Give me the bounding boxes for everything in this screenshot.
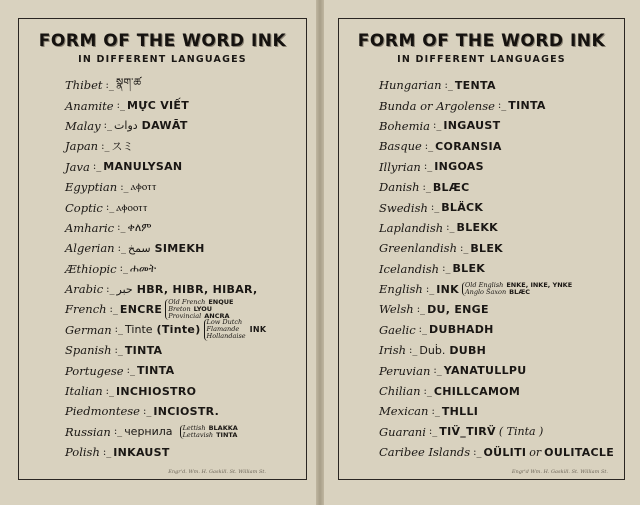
separator: :_ bbox=[428, 426, 438, 438]
list-item bbox=[65, 218, 300, 238]
ink-word: ENCRE bbox=[119, 302, 163, 316]
list-item bbox=[65, 95, 300, 115]
variant-language: Old English bbox=[464, 280, 504, 289]
list-item bbox=[65, 401, 300, 421]
variant-language: Low Dutch bbox=[206, 318, 243, 327]
list-item bbox=[379, 116, 618, 136]
separator: :_ bbox=[433, 120, 442, 132]
page-subtitle: IN DIFFERENT LANGUAGES bbox=[78, 54, 247, 65]
ink-word: INGAUST bbox=[443, 119, 501, 133]
language-name: Gaelic bbox=[379, 322, 416, 337]
language-name: Algerian bbox=[65, 241, 115, 256]
language-name: Basque bbox=[379, 139, 422, 154]
engraver-credit: Engr'd Wm. H. Gaskill. St. William St. bbox=[511, 469, 608, 475]
list-item bbox=[379, 238, 618, 258]
separator: :_ bbox=[113, 426, 123, 438]
separator: :_ bbox=[416, 303, 426, 315]
variant-line bbox=[465, 289, 572, 296]
ink-word: INCIOSTR. bbox=[153, 404, 220, 418]
variant-word: LYOU bbox=[193, 304, 213, 313]
ink-word: MỰC VIẾT bbox=[126, 99, 190, 113]
variant-word: ANCRA bbox=[204, 312, 230, 321]
separator: :_ bbox=[103, 120, 113, 132]
language-name: Russian bbox=[65, 424, 111, 439]
language-name: Japan bbox=[65, 139, 99, 154]
separator: :_ bbox=[116, 100, 125, 112]
separator: :_ bbox=[422, 181, 431, 193]
ink-word: CHILLCAMOM bbox=[433, 384, 521, 398]
ink-word: OÜLITI bbox=[483, 445, 527, 459]
native-script: スミ bbox=[111, 140, 134, 154]
variant-language: Lettavish bbox=[182, 430, 214, 439]
native-script: حبر bbox=[116, 282, 133, 296]
native-script: سمخ bbox=[127, 241, 151, 255]
ink-word: MANULYSAN bbox=[103, 160, 183, 174]
separator: :_ bbox=[424, 140, 434, 152]
ink-word: DUBHADH bbox=[429, 323, 494, 337]
page-title: FORM OF THE WORD INK bbox=[357, 31, 606, 51]
list-item bbox=[65, 381, 300, 401]
language-name: French bbox=[65, 302, 107, 317]
list-item bbox=[379, 218, 618, 238]
separator: :_ bbox=[473, 446, 482, 458]
separator: :_ bbox=[102, 446, 112, 458]
ink-word: CORANSIA bbox=[435, 139, 502, 153]
list-item bbox=[65, 422, 300, 442]
list-item bbox=[65, 360, 300, 380]
list-item bbox=[379, 75, 618, 95]
native-script: чернила bbox=[124, 425, 173, 439]
ink-word: BLEK bbox=[452, 262, 486, 276]
language-name: Bohemia bbox=[379, 118, 431, 133]
variant-language: Provincial bbox=[168, 312, 202, 321]
variant-language: Breton bbox=[168, 304, 191, 313]
list-item bbox=[379, 381, 618, 401]
separator: :_ bbox=[409, 344, 418, 356]
language-name: Hungarian bbox=[379, 78, 442, 93]
ink-word-alt: OULITACLE bbox=[544, 445, 615, 459]
separator: :_ bbox=[433, 365, 442, 377]
list-item bbox=[65, 279, 300, 299]
language-name: German bbox=[65, 322, 112, 337]
separator: :_ bbox=[126, 365, 135, 377]
variant-language: Hollandaise bbox=[206, 332, 246, 341]
ink-word: BLEKK bbox=[456, 221, 498, 235]
gloss: ( Tinta ) bbox=[498, 425, 544, 439]
ink-word: SIMEKH bbox=[154, 241, 205, 255]
left-panel bbox=[18, 18, 307, 480]
language-name: Guarani bbox=[379, 424, 426, 439]
separator: :_ bbox=[497, 100, 507, 112]
page-title: FORM OF THE WORD INK bbox=[38, 31, 287, 51]
list-item bbox=[379, 177, 618, 197]
separator: :_ bbox=[92, 161, 102, 173]
separator: :_ bbox=[418, 324, 428, 336]
native-script: Duḃ. bbox=[419, 343, 446, 357]
language-name: Piedmontese bbox=[65, 404, 140, 419]
list-item bbox=[379, 340, 618, 360]
list-item bbox=[65, 157, 300, 177]
language-name: Polish bbox=[65, 445, 100, 460]
language-name: Illyrian bbox=[379, 159, 421, 174]
list-item bbox=[379, 197, 618, 217]
language-name: Peruvian bbox=[379, 363, 431, 378]
list-item bbox=[65, 442, 300, 462]
language-name: Chilian bbox=[379, 384, 421, 399]
variant-word: TINTA bbox=[216, 430, 238, 439]
separator: :_ bbox=[117, 222, 126, 234]
ink-word: TINTA bbox=[508, 99, 546, 113]
list-item bbox=[379, 320, 618, 340]
variant-word: ENKE, INKE, YNKE bbox=[506, 280, 573, 289]
language-name: Portugese bbox=[65, 363, 124, 378]
variant-language: Flamande bbox=[206, 325, 240, 334]
list-item bbox=[379, 422, 618, 442]
list-item bbox=[65, 197, 300, 217]
list-item bbox=[65, 75, 300, 95]
language-name: English bbox=[379, 282, 423, 297]
separator: :_ bbox=[142, 405, 152, 417]
ink-word: DUBH bbox=[449, 343, 487, 357]
separator: :_ bbox=[444, 79, 453, 91]
native-script: ቀለም bbox=[127, 220, 152, 234]
ink-word: BLÄCK bbox=[441, 201, 484, 215]
language-name: Malay bbox=[65, 118, 101, 133]
separator: :_ bbox=[431, 405, 440, 417]
ink-word: YANATULLPU bbox=[443, 364, 527, 378]
separator: :_ bbox=[117, 242, 126, 254]
list-item bbox=[65, 320, 300, 340]
language-list bbox=[379, 75, 618, 462]
language-name: Spanish bbox=[65, 343, 112, 358]
separator: :_ bbox=[109, 303, 118, 315]
separator: :_ bbox=[446, 222, 455, 234]
list-item bbox=[379, 279, 618, 299]
ink-word: HBR, HIBR, HIBAR, bbox=[136, 282, 258, 296]
variant-notes bbox=[204, 319, 246, 341]
list-item bbox=[379, 401, 618, 421]
ink-word: TENTA bbox=[454, 78, 496, 92]
ink-word: DU, ENGE bbox=[427, 302, 489, 316]
list-item bbox=[379, 157, 618, 177]
language-name: Coptic bbox=[65, 200, 103, 215]
list-item bbox=[379, 299, 618, 319]
native-script: སྣག་ཚ bbox=[115, 75, 142, 89]
language-name: Irish bbox=[379, 343, 407, 358]
page-subtitle: IN DIFFERENT LANGUAGES bbox=[397, 54, 566, 65]
right-panel bbox=[338, 18, 625, 480]
ink-word: BLEK bbox=[470, 241, 504, 255]
variant-line bbox=[183, 432, 238, 439]
ink-word: TINTA bbox=[124, 343, 163, 357]
variant-notes bbox=[180, 425, 238, 439]
variant-line bbox=[207, 333, 246, 340]
list-item bbox=[379, 442, 618, 462]
separator: :_ bbox=[106, 283, 115, 295]
language-list bbox=[65, 75, 300, 462]
list-item bbox=[379, 136, 618, 156]
ink-word: INGOAS bbox=[434, 160, 484, 174]
separator: :_ bbox=[423, 161, 433, 173]
separator: :_ bbox=[442, 263, 451, 275]
language-name: Egyptian bbox=[65, 180, 118, 195]
language-name: Greenlandish bbox=[379, 241, 457, 256]
language-name: Swedish bbox=[379, 200, 428, 215]
language-name: Italian bbox=[65, 384, 103, 399]
native-script: Tinte bbox=[125, 323, 153, 337]
native-script: دوات bbox=[114, 119, 138, 133]
list-item bbox=[65, 340, 300, 360]
variant-word: BLAKKA bbox=[208, 423, 238, 432]
ink-word: BLÆC bbox=[432, 180, 470, 194]
list-item bbox=[65, 299, 300, 319]
variant-language: Old French bbox=[168, 297, 206, 306]
ink-word: INKAUST bbox=[113, 445, 170, 459]
list-item bbox=[65, 238, 300, 258]
list-item bbox=[379, 259, 618, 279]
language-name: Amharic bbox=[65, 220, 115, 235]
native-script: ሐመት bbox=[130, 261, 157, 275]
separator: :_ bbox=[105, 385, 115, 397]
language-name: Mexican bbox=[379, 404, 429, 419]
ink-word-suffix: INK bbox=[249, 325, 267, 335]
language-name: Arabic bbox=[65, 282, 104, 297]
separator: :_ bbox=[101, 140, 110, 152]
ink-word: THLLI bbox=[441, 404, 479, 418]
variant-language: Lettish bbox=[182, 423, 206, 432]
ink-word: INCHIOSTRO bbox=[116, 384, 197, 398]
language-name: Æthiopic bbox=[65, 261, 117, 276]
ink-word: TINTA bbox=[136, 364, 175, 378]
variant-word: ENQUE bbox=[208, 297, 234, 306]
variant-notes bbox=[165, 299, 233, 321]
native-script: ⲁⲫⲟⲧⲧ bbox=[130, 180, 157, 194]
engraver-credit: Engr'd. Wm. H. Gaskill. St. William St. bbox=[168, 469, 266, 475]
language-name: Bunda or Argolense bbox=[379, 98, 495, 113]
list-item bbox=[379, 360, 618, 380]
separator: :_ bbox=[423, 385, 432, 397]
native-script: ⲁⲫⲟⲟⲧⲧ bbox=[116, 200, 148, 214]
language-name: Anamite bbox=[65, 98, 114, 113]
separator: :_ bbox=[460, 242, 469, 254]
page-gutter bbox=[316, 0, 324, 505]
separator: :_ bbox=[114, 344, 123, 356]
language-name: Icelandish bbox=[379, 261, 440, 276]
language-name: Danish bbox=[379, 180, 420, 195]
separator: :_ bbox=[430, 202, 440, 214]
separator: :_ bbox=[119, 263, 128, 275]
ink-word: INK bbox=[436, 282, 459, 296]
ink-word: DAWĀT bbox=[141, 119, 188, 133]
language-name: Caribee Islands bbox=[379, 445, 471, 460]
list-item bbox=[65, 136, 300, 156]
language-name: Java bbox=[65, 159, 90, 174]
separator: :_ bbox=[105, 79, 114, 91]
list-item bbox=[65, 177, 300, 197]
ink-word: (Tinte) bbox=[156, 323, 201, 337]
separator: :_ bbox=[114, 324, 124, 336]
separator: :_ bbox=[105, 202, 115, 214]
language-name: Welsh bbox=[379, 302, 414, 317]
list-item bbox=[65, 259, 300, 279]
language-name: Laplandish bbox=[379, 220, 444, 235]
separator: :_ bbox=[425, 283, 435, 295]
list-item bbox=[379, 95, 618, 115]
list-item bbox=[65, 116, 300, 136]
variant-notes bbox=[462, 282, 572, 296]
conjunction: or bbox=[529, 445, 542, 459]
language-name: Thibet bbox=[65, 78, 103, 93]
ink-word: TIV̈_TIRV̈ bbox=[439, 425, 496, 439]
variant-language: Anglo Saxon bbox=[464, 288, 507, 297]
variant-word: BLÆC bbox=[509, 288, 531, 297]
separator: :_ bbox=[120, 181, 129, 193]
